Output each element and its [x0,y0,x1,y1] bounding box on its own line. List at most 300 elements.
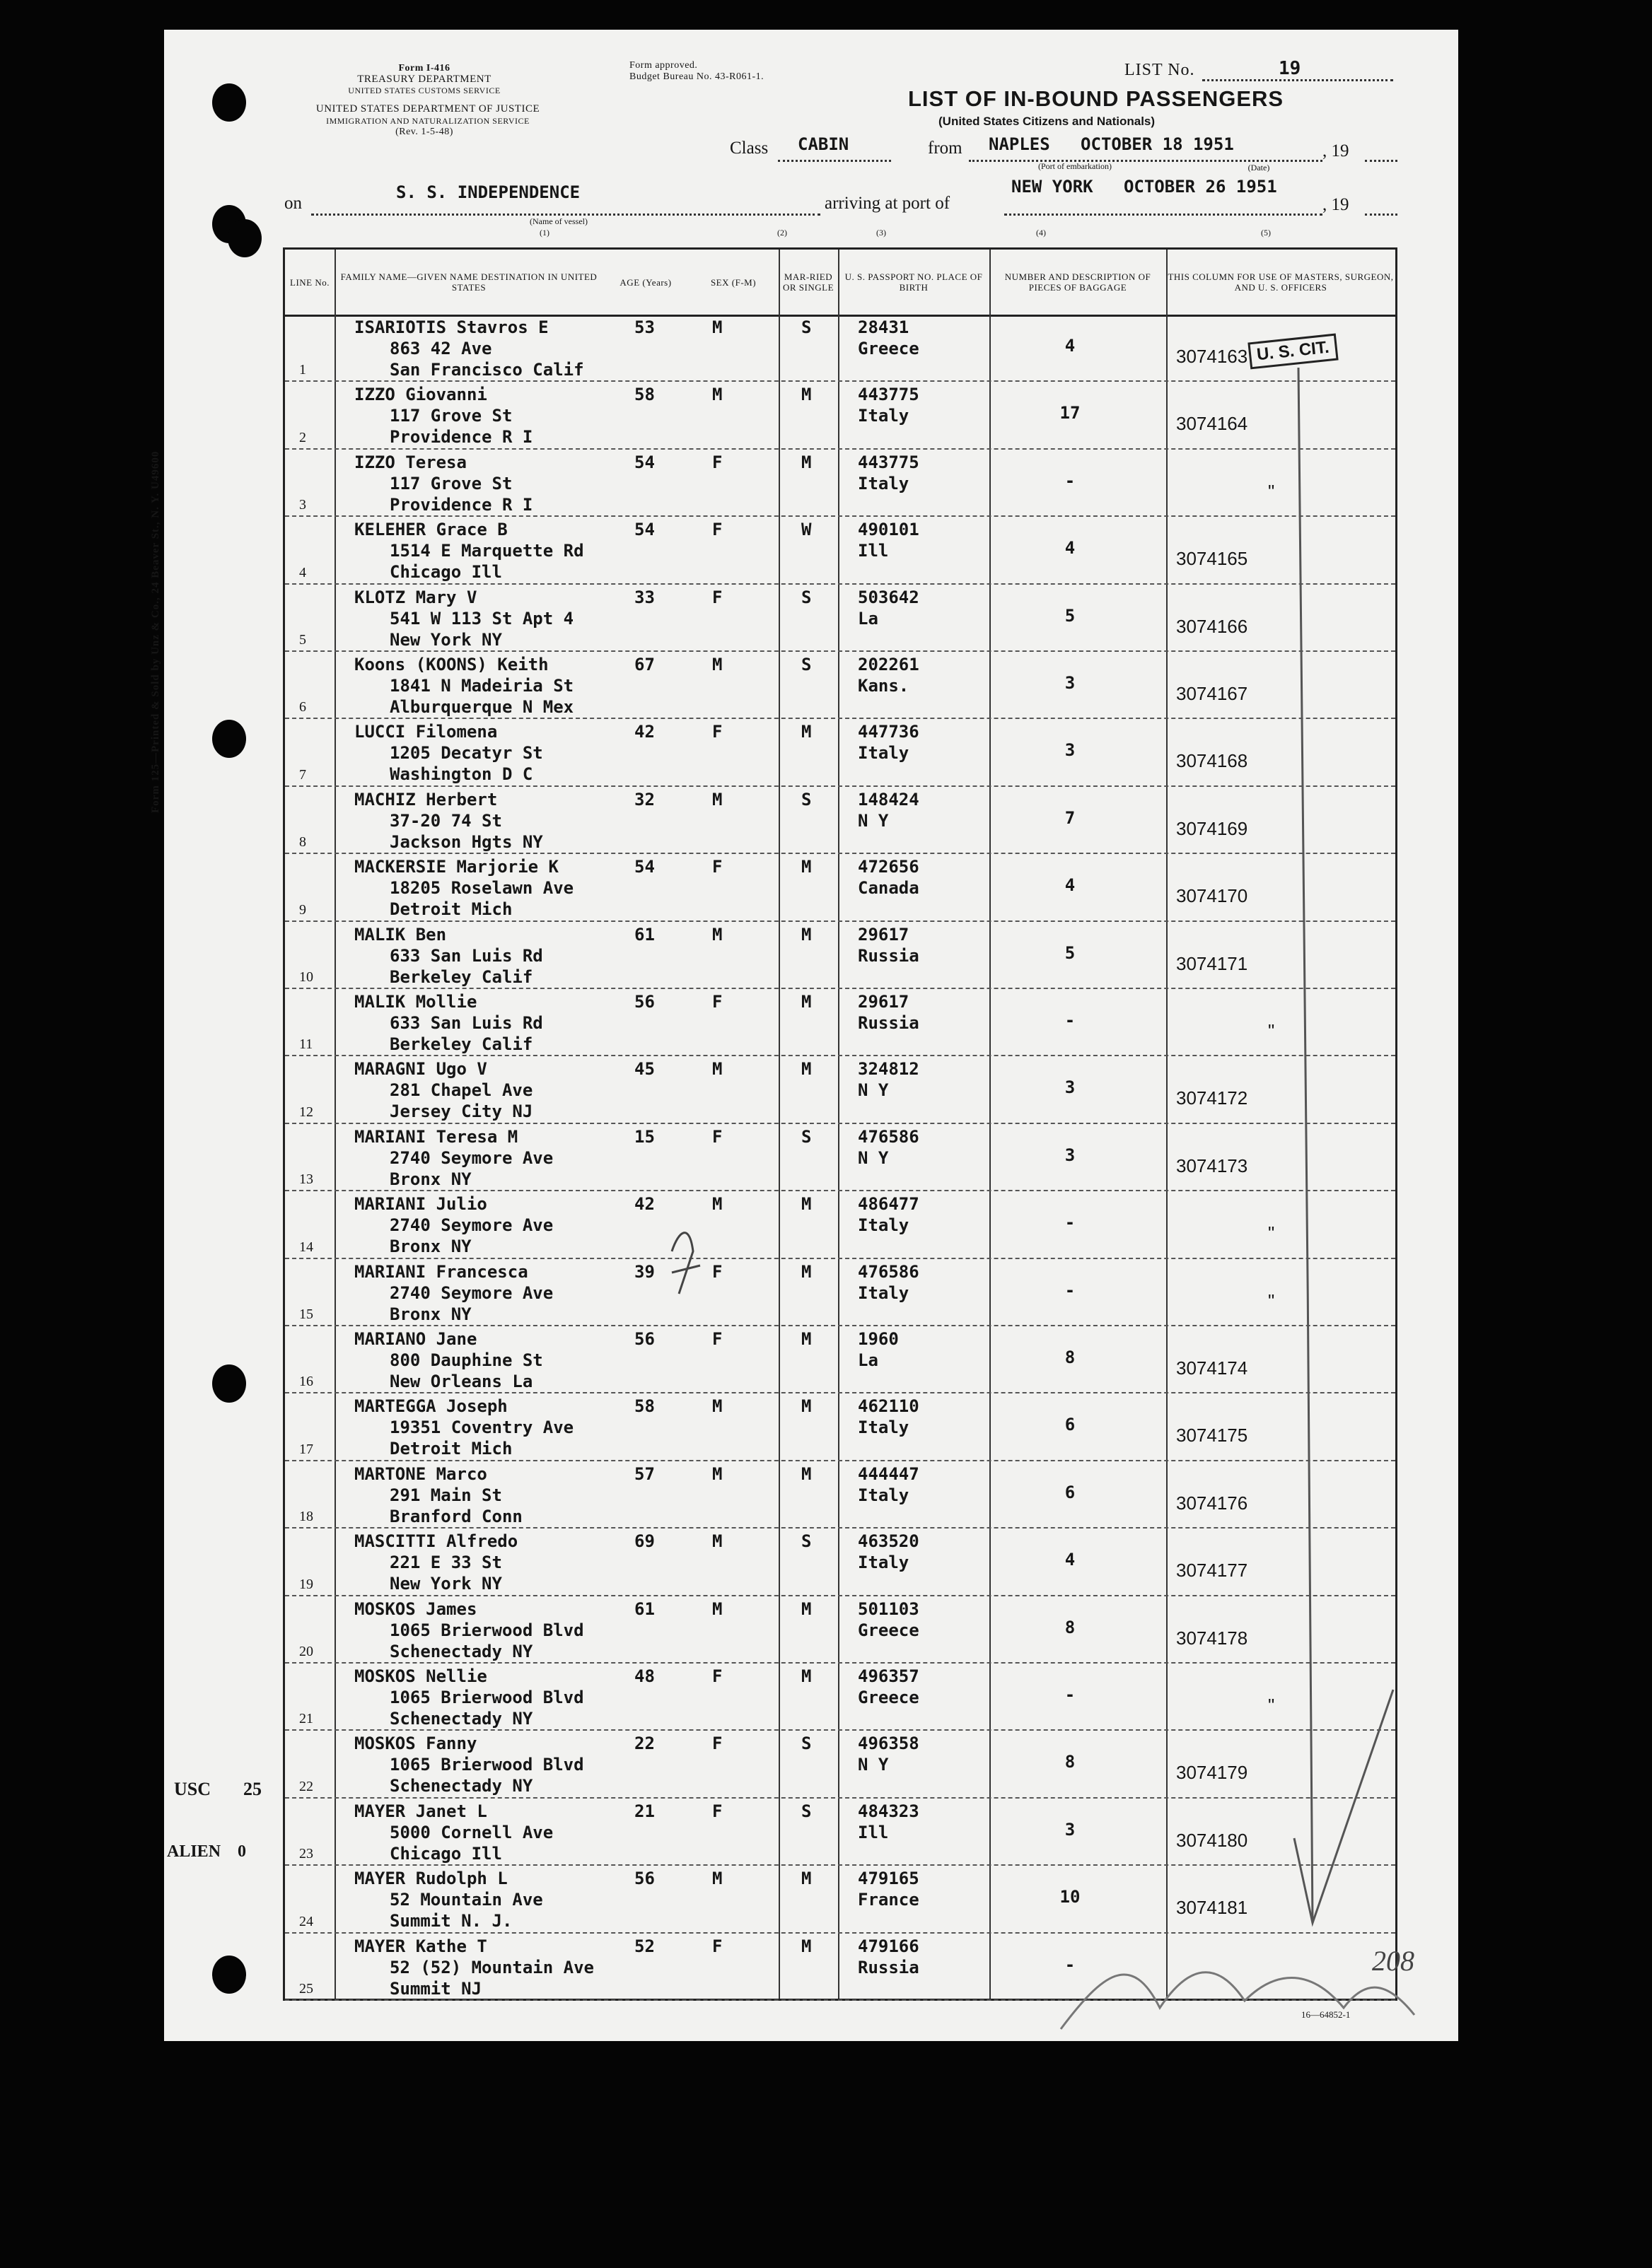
col-married: MAR-RIED OR SINGLE [782,271,834,293]
cell-age: 32 [634,789,655,809]
row-divider [285,1999,1395,2001]
cell-birth: Russia [858,1013,919,1033]
from-value: NAPLES OCTOBER 18 1951 [989,134,1234,154]
line-number: 13 [299,1171,313,1188]
cell-sex: F [712,722,723,742]
cell-bag: 17 [1059,403,1081,423]
cell-birth: Italy [858,1282,909,1303]
cell-age: 53 [634,317,655,337]
table-row [285,1056,1395,1123]
cell-ms: M [801,722,812,742]
cell-birth: N Y [858,1755,889,1775]
cell-ms: M [801,1598,812,1619]
cell-birth: Italy [858,1215,909,1236]
cell-bag: 3 [1064,740,1076,761]
from-label: from [928,139,962,158]
form-approved: Form approved. [629,60,698,71]
line-number: 24 [299,1913,313,1929]
cell-ms: S [801,1531,812,1552]
line-number: 8 [299,834,306,850]
table-row [285,1326,1395,1393]
cell-addr1: 221 E 33 St [390,1553,502,1573]
cell-off: 3074179 [1176,1762,1248,1784]
punch-hole [212,1364,246,1403]
cell-bag: 5 [1064,605,1076,626]
table-row [285,854,1395,921]
cell-bag: 6 [1064,1482,1076,1502]
line-number: 22 [299,1778,313,1794]
page-title: LIST OF IN-BOUND PASSENGERS [908,86,1284,111]
cell-name: MOSKOS Fanny [354,1734,477,1754]
cell-age: 48 [634,1666,655,1686]
arrival-value: NEW YORK OCTOBER 26 1951 [1011,177,1277,197]
year-line [1365,160,1397,162]
cell-passport: 476586 [858,1261,919,1282]
cell-bag: 4 [1064,875,1076,896]
cell-addr2: New Orleans La [390,1372,533,1391]
cell-addr2: Bronx NY [390,1237,472,1257]
cell-name: KELEHER Grace B [354,520,508,540]
cell-passport: 29617 [858,924,909,945]
cell-addr2: Berkeley Calif [390,1034,533,1054]
cell-passport: 28431 [858,317,909,337]
cell-sex: F [712,1261,723,1282]
on-label: on [284,194,302,213]
cell-addr1: 5000 Cornell Ave [390,1822,554,1842]
cell-addr1: 541 W 113 St Apt 4 [390,608,574,629]
cell-addr2: Summit N. J. [390,1911,513,1931]
col-baggage: NUMBER AND DESCRIPTION OF PIECES OF BAGGAGE [1004,271,1151,293]
cell-ms: M [801,924,812,945]
cell-birth: La [858,1350,878,1370]
customs-service: UNITED STATES CUSTOMS SERVICE [348,86,501,95]
cell-birth: N Y [858,1080,889,1101]
cell-passport: 1960 [858,1329,899,1349]
cell-name: MARIANI Julio [354,1194,487,1215]
punch-hole [212,1956,246,1994]
class-line [778,160,891,162]
cell-age: 61 [634,1598,655,1619]
handwritten-total: 208 [1372,1945,1414,1977]
cell-addr2: Summit NJ [390,1978,482,1999]
us-citizen-stamp: U. S. CIT. [1247,334,1338,370]
cell-sex: M [712,655,723,674]
port-embarkation-caption: (Port of embarkation) [1038,161,1112,171]
cell-passport: 29617 [858,992,909,1012]
cell-birth: Canada [858,878,919,899]
line-number: 18 [299,1509,313,1525]
cell-bag: - [1064,1010,1076,1030]
table-row [285,1124,1395,1191]
vessel-caption-number: (1) [540,228,549,238]
cell-birth: Greece [858,1620,919,1640]
cell-name: MARIANI Francesca [354,1261,528,1282]
cell-name: LUCCI Filomena [354,722,498,742]
department-of-justice: UNITED STATES DEPARTMENT OF JUSTICE [315,103,540,115]
cell-age: 42 [634,1194,655,1215]
cell-addr1: 1065 Brierwood Blvd [390,1620,584,1640]
cell-bag: - [1064,470,1076,491]
line-number: 19 [299,1576,313,1592]
class-label: Class [730,139,769,158]
line-number: 17 [299,1441,313,1457]
cell-sex: M [712,789,723,809]
table-row [285,1461,1395,1528]
column-number-2: (2) [777,228,787,238]
cell-sex: F [712,1801,723,1821]
cell-age: 52 [634,1936,655,1956]
cell-sex: M [712,1869,723,1889]
table-row [285,315,1395,382]
vessel-name: S. S. INDEPENDENCE [396,182,581,202]
cell-name: MARIANI Teresa M [354,1126,518,1147]
arrival-line [1004,214,1322,216]
cell-ms: M [801,1666,812,1686]
cell-ms: M [801,1329,812,1349]
col-line: LINE No. [290,276,330,288]
cell-age: 58 [634,385,655,405]
cell-name: MACKERSIE Marjorie K [354,857,559,877]
cell-name: MOSKOS Nellie [354,1666,487,1686]
cell-name: MAYER Kathe T [354,1936,487,1956]
cell-age: 54 [634,857,655,877]
cell-passport: 463520 [858,1531,919,1552]
table-row [285,1393,1395,1461]
line-number: 1 [299,362,306,378]
cell-age: 58 [634,1396,655,1417]
cell-addr1: 37-20 74 St [390,810,502,831]
cell-birth: Italy [858,743,909,764]
cell-age: 57 [634,1463,655,1484]
cell-off: 3074178 [1176,1627,1248,1649]
cell-sex: M [712,924,723,945]
cell-bag: 6 [1064,1415,1076,1435]
cell-off: 3074167 [1176,683,1248,704]
cell-addr1: 52 (52) Mountain Ave [390,1957,594,1977]
list-number-label: LIST No. [1124,61,1195,79]
cell-passport: 447736 [858,722,919,742]
printer-imprint: Form 125—Printed & Sold by Unz & Co., 24 Beaver St., N. Y. U49600 [150,450,161,813]
cell-passport: 443775 [858,452,919,472]
cell-ms: M [801,385,812,405]
year-line-2 [1365,214,1397,216]
punch-hole [228,219,262,257]
table-row [285,1259,1395,1326]
arriving-label: arriving at port of [825,194,950,213]
cell-off: 3074181 [1176,1897,1248,1919]
cell-addr2: Washington D C [390,764,533,785]
cell-name: IZZO Teresa [354,452,467,472]
cell-bag: 8 [1064,1348,1076,1367]
cell-birth: Ill [858,541,889,561]
cell-addr2: Detroit Mich [390,899,513,920]
cell-off: " [1268,1695,1275,1716]
cell-passport: 472656 [858,857,919,877]
cell-passport: 476586 [858,1126,919,1147]
cell-off: 3074169 [1176,817,1248,839]
cell-bag: - [1064,1280,1076,1300]
column-number-3: (3) [876,228,886,238]
date-caption: (Date) [1247,163,1270,173]
cell-ms: S [801,655,812,674]
cell-sex: F [712,1126,723,1147]
cell-age: 33 [634,587,655,607]
cell-birth: Greece [858,1688,919,1707]
cell-ms: W [801,520,812,540]
usc-label: USC [174,1779,211,1799]
table-row [285,989,1395,1056]
line-number: 10 [299,969,313,985]
cell-passport: 484323 [858,1801,919,1821]
cell-addr1: 52 Mountain Ave [390,1890,543,1910]
cell-birth: France [858,1890,919,1910]
cell-addr1: 1065 Brierwood Blvd [390,1688,584,1707]
table-row [285,450,1395,517]
cell-ms: M [801,1869,812,1889]
col-age: AGE (Years) [620,276,672,288]
cell-addr2: Providence R I [390,494,533,515]
cell-bag: - [1064,1212,1076,1233]
cell-off: 3074174 [1176,1357,1248,1379]
cell-name: KLOTZ Mary V [354,587,477,607]
col-passport: U. S. PASSPORT NO. PLACE OF BIRTH [844,271,983,293]
cell-name: MARIANO Jane [354,1329,477,1349]
cell-age: 69 [634,1531,655,1552]
cell-off: 3074164 [1176,413,1248,435]
cell-off: " [1268,1222,1275,1244]
cell-birth: Italy [858,1418,909,1438]
cell-sex: F [712,857,723,877]
line-number: 25 [299,1980,313,1997]
table-row [285,517,1395,584]
cell-sex: M [712,385,723,405]
cell-addr2: Schenectady NY [390,1776,533,1796]
cell-passport: 501103 [858,1598,919,1619]
cell-addr1: 1065 Brierwood Blvd [390,1755,584,1775]
punch-hole [212,83,246,122]
cell-addr1: 1841 N Madeiria St [390,676,574,696]
cell-name: MALIK Ben [354,924,447,945]
cell-ms: S [801,789,812,809]
cell-bag: 3 [1064,1819,1076,1840]
cell-off: 3074173 [1176,1155,1248,1176]
cell-age: 15 [634,1126,655,1147]
cell-ms: M [801,1396,812,1417]
cell-addr2: Chicago Ill [390,1843,502,1864]
cell-addr1: 1205 Decatyr St [390,743,543,764]
treasury-department: TREASURY DEPARTMENT [357,74,491,85]
cell-age: 56 [634,992,655,1012]
cell-name: MARTEGGA Joseph [354,1396,508,1417]
revision-date: (Rev. 1-5-48) [395,127,453,137]
cell-birth: Greece [858,339,919,358]
cell-addr1: 117 Grove St [390,473,513,493]
cell-addr1: 800 Dauphine St [390,1350,543,1370]
cell-bag: - [1064,1954,1076,1975]
cell-age: 56 [634,1329,655,1349]
column-number-5: (5) [1261,228,1271,238]
usc-count: 25 [243,1779,262,1799]
cell-birth: Italy [858,1553,909,1573]
cell-passport: 486477 [858,1194,919,1215]
cell-off: " [1268,480,1275,502]
year-suffix-2: , 19 [1322,195,1349,214]
cell-addr2: Detroit Mich [390,1439,513,1459]
cell-bag: 4 [1064,1550,1076,1570]
cell-bag: 8 [1064,1752,1076,1772]
cell-name: MAYER Rudolph L [354,1869,508,1889]
cell-birth: Italy [858,473,909,493]
footer-code: 16—64852-1 [1301,2009,1351,2020]
col-officers: THIS COLUMN FOR USE OF MASTERS, SURGEON, AND U. S. OFFICERS [1168,271,1394,293]
cell-addr2: Bronx NY [390,1304,472,1324]
cell-age: 45 [634,1059,655,1080]
cell-sex: F [712,587,723,607]
cell-sex: M [712,1531,723,1552]
cell-birth: Russia [858,945,919,966]
cell-off: 3074170 [1176,885,1248,907]
cell-name: MARTONE Marco [354,1463,487,1484]
cell-birth: La [858,608,878,629]
cell-birth: Russia [858,1957,919,1977]
line-number: 16 [299,1374,313,1390]
cell-passport: 324812 [858,1059,919,1080]
cell-bag: 10 [1059,1887,1081,1907]
cell-bag: - [1064,1685,1076,1705]
table-row [285,652,1395,719]
cell-sex: M [712,1396,723,1417]
cell-addr1: 117 Grove St [390,406,513,426]
cell-off: 3074175 [1176,1425,1248,1446]
cell-passport: 462110 [858,1396,919,1417]
cell-off: 3074163 [1176,346,1248,367]
line-number: 20 [299,1643,313,1659]
cell-addr2: Providence R I [390,427,533,448]
table-row [285,922,1395,989]
cell-ms: S [801,317,812,337]
cell-birth: Kans. [858,676,909,696]
cell-addr2: Jersey City NJ [390,1101,533,1122]
cell-bag: 7 [1064,807,1076,828]
cell-passport: 202261 [858,655,919,674]
list-number: 19 [1279,58,1301,79]
line-number: 3 [299,497,306,513]
cell-off: 3074176 [1176,1492,1248,1514]
form-number: Form I-416 [398,63,450,74]
cell-addr2: Alburquerque N Mex [390,697,574,717]
line-number: 12 [299,1104,313,1120]
table-row [285,1731,1395,1798]
line-number: 7 [299,766,306,783]
cell-sex: M [712,1463,723,1484]
table-row [285,1934,1395,2001]
cell-passport: 443775 [858,385,919,405]
cell-sex: M [712,317,723,337]
cell-name: MAYER Janet L [354,1801,487,1821]
cell-passport: 503642 [858,587,919,607]
cell-bag: 8 [1064,1617,1076,1637]
cell-ms: M [801,992,812,1012]
cell-name: ISARIOTIS Stavros E [354,317,549,337]
cell-birth: Italy [858,1485,909,1505]
cell-addr1: 633 San Luis Rd [390,945,543,966]
cell-sex: F [712,452,723,472]
cell-age: 61 [634,924,655,945]
cell-ms: M [801,1463,812,1484]
cell-addr1: 2740 Seymore Ave [390,1282,554,1303]
table-row [285,1664,1395,1731]
line-number: 11 [299,1036,313,1053]
cell-ms: S [801,1126,812,1147]
alien-label: ALIEN [167,1842,221,1861]
cell-passport: 148424 [858,789,919,809]
cell-sex: M [712,1059,723,1080]
cell-name: MACHIZ Herbert [354,789,498,809]
table-row [285,719,1395,786]
cell-passport: 479166 [858,1936,919,1956]
cell-off: 3074165 [1176,548,1248,570]
year-suffix: , 19 [1322,141,1349,160]
cell-sex: M [712,1194,723,1215]
cell-bag: 3 [1064,1077,1076,1098]
table-row [285,1528,1395,1596]
punch-hole [212,720,246,758]
line-number: 21 [299,1711,313,1727]
cell-passport: 444447 [858,1463,919,1484]
cell-age: 42 [634,722,655,742]
cell-birth: Italy [858,406,909,426]
immigration-service: IMMIGRATION AND NATURALIZATION SERVICE [326,116,530,126]
col-sex: SEX (F-M) [710,276,757,288]
list-number-line [1202,79,1393,81]
cell-age: 21 [634,1801,655,1821]
cell-ms: S [801,1734,812,1754]
cell-bag: 4 [1064,538,1076,559]
table-header [285,250,1395,317]
cell-off: " [1268,1290,1275,1311]
line-number: 5 [299,631,306,648]
cell-ms: M [801,857,812,877]
cell-addr2: Schenectady NY [390,1709,533,1729]
cell-addr2: Branford Conn [390,1506,523,1526]
table-row [285,1866,1395,1933]
cell-off: " [1268,1020,1275,1041]
cell-passport: 496357 [858,1666,919,1686]
cell-addr1: 281 Chapel Ave [390,1080,533,1101]
cell-addr2: New York NY [390,1574,502,1594]
cell-addr2: San Francisco Calif [390,360,584,380]
page-subtitle: (United States Citizens and Nationals) [938,115,1156,128]
cell-sex: F [712,1329,723,1349]
cell-age: 22 [634,1734,655,1754]
cell-addr1: 19351 Coventry Ave [390,1418,574,1438]
cell-age: 54 [634,452,655,472]
cell-ms: M [801,1936,812,1956]
vessel-line [311,214,820,216]
cell-name: Koons (KOONS) Keith [354,655,549,674]
budget-bureau: Budget Bureau No. 43-R061-1. [629,71,764,82]
cell-sex: F [712,1936,723,1956]
table-row [285,382,1395,449]
cell-addr1: 18205 Roselawn Ave [390,878,574,899]
cell-sex: F [712,1734,723,1754]
table-row [285,585,1395,652]
cell-addr1: 633 San Luis Rd [390,1013,543,1033]
table-row [285,1191,1395,1258]
cell-age: 56 [634,1869,655,1889]
cell-age: 39 [634,1261,655,1282]
cell-addr1: 1514 E Marquette Rd [390,541,584,561]
